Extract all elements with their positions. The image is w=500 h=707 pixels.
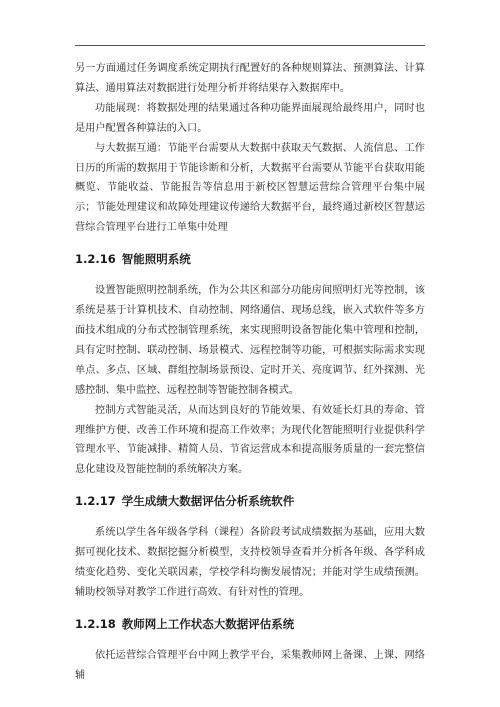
section-heading [75, 492, 425, 510]
body-paragraph: 控制方式智能灵活，从而达到良好的节能效果、有效延长灯具的寿命、管理维护方便、改善工作环境和提高工作效率；为现代化智能照明行业提供科学管理水平、节能减排、精简人员、节省运营成本和提高服务质量的一套完整信息化建设及智能控制的系统解决方案。 [75, 404, 425, 476]
header-rule [75, 45, 425, 46]
body-paragraph: 依托运营综合管理平台中网上教学平台，采集教师网上备课、上课、网络辅 [75, 649, 425, 681]
section-heading [75, 615, 425, 633]
body-paragraph: 功能展现：将数据处理的结果通过各种功能界面展现给最终用户，同时也是用户配置各种算法的入口。 [75, 102, 425, 134]
section-title: 学生成绩大数据评估分析系统软件 [121, 494, 295, 509]
section-number: 1.2.18 [75, 616, 116, 631]
body-paragraph: 与大数据互通：节能平台需要从大数据中获取天气数据、人流信息、工作日历的所需的数据用于节能诊断和分析，大数据平台需要从节能平台获取用能概览、节能收益、节能报告等信息用于新校区智慧运营综合管理平台集中展示；节能处理建议和故障处理建议传递给大数据平台，最终通过新校区智慧运营综合管理平台进行工单集中处理 [75, 142, 425, 234]
body-paragraph: 系统以学生各年级各学科（课程）各阶段考试成绩数据为基础，应用大数据可视化技术、数据挖掘分析模型，支持校领导查看并分析各年级、各学科成绩变化趋势、变化关联因素，学校学科均衡发展情况；并能对学生成绩预测。辅助校领导对教学工作进行高效、有针对性的管理。 [75, 527, 425, 598]
section-number: 1.2.17 [75, 494, 116, 509]
body-paragraph: 另一方面通过任务调度系统定期执行配置好的各种规则算法、预测算法、计算算法、通用算法对数据进行处理分析并将结果存入数据库中。 [75, 63, 425, 94]
body-paragraph: 设置智能照明控制系统，作为公共区和部分功能房间照明灯光等控制，该系统是基于计算机技术、自动控制、网络通信、现场总线，嵌入式软件等多方面技术组成的分布式控制管理系统，来实现照明设备智能化集中管理和控制，具有定时控制、联动控制、场景模式、远程控制等功能，可根据实际需求实现单点、多点、区域、群组控制场景预设、定时开关、亮度调节、红外探测、光感控制、集中监控、远程控制等智能控制各模式。 [75, 285, 425, 396]
section-heading [75, 250, 425, 268]
section-title: 智能照明系统 [121, 252, 191, 267]
section-title: 教师网上工作状态大数据评估系统 [121, 616, 295, 631]
page-content [75, 59, 425, 686]
section-number: 1.2.16 [75, 252, 116, 267]
